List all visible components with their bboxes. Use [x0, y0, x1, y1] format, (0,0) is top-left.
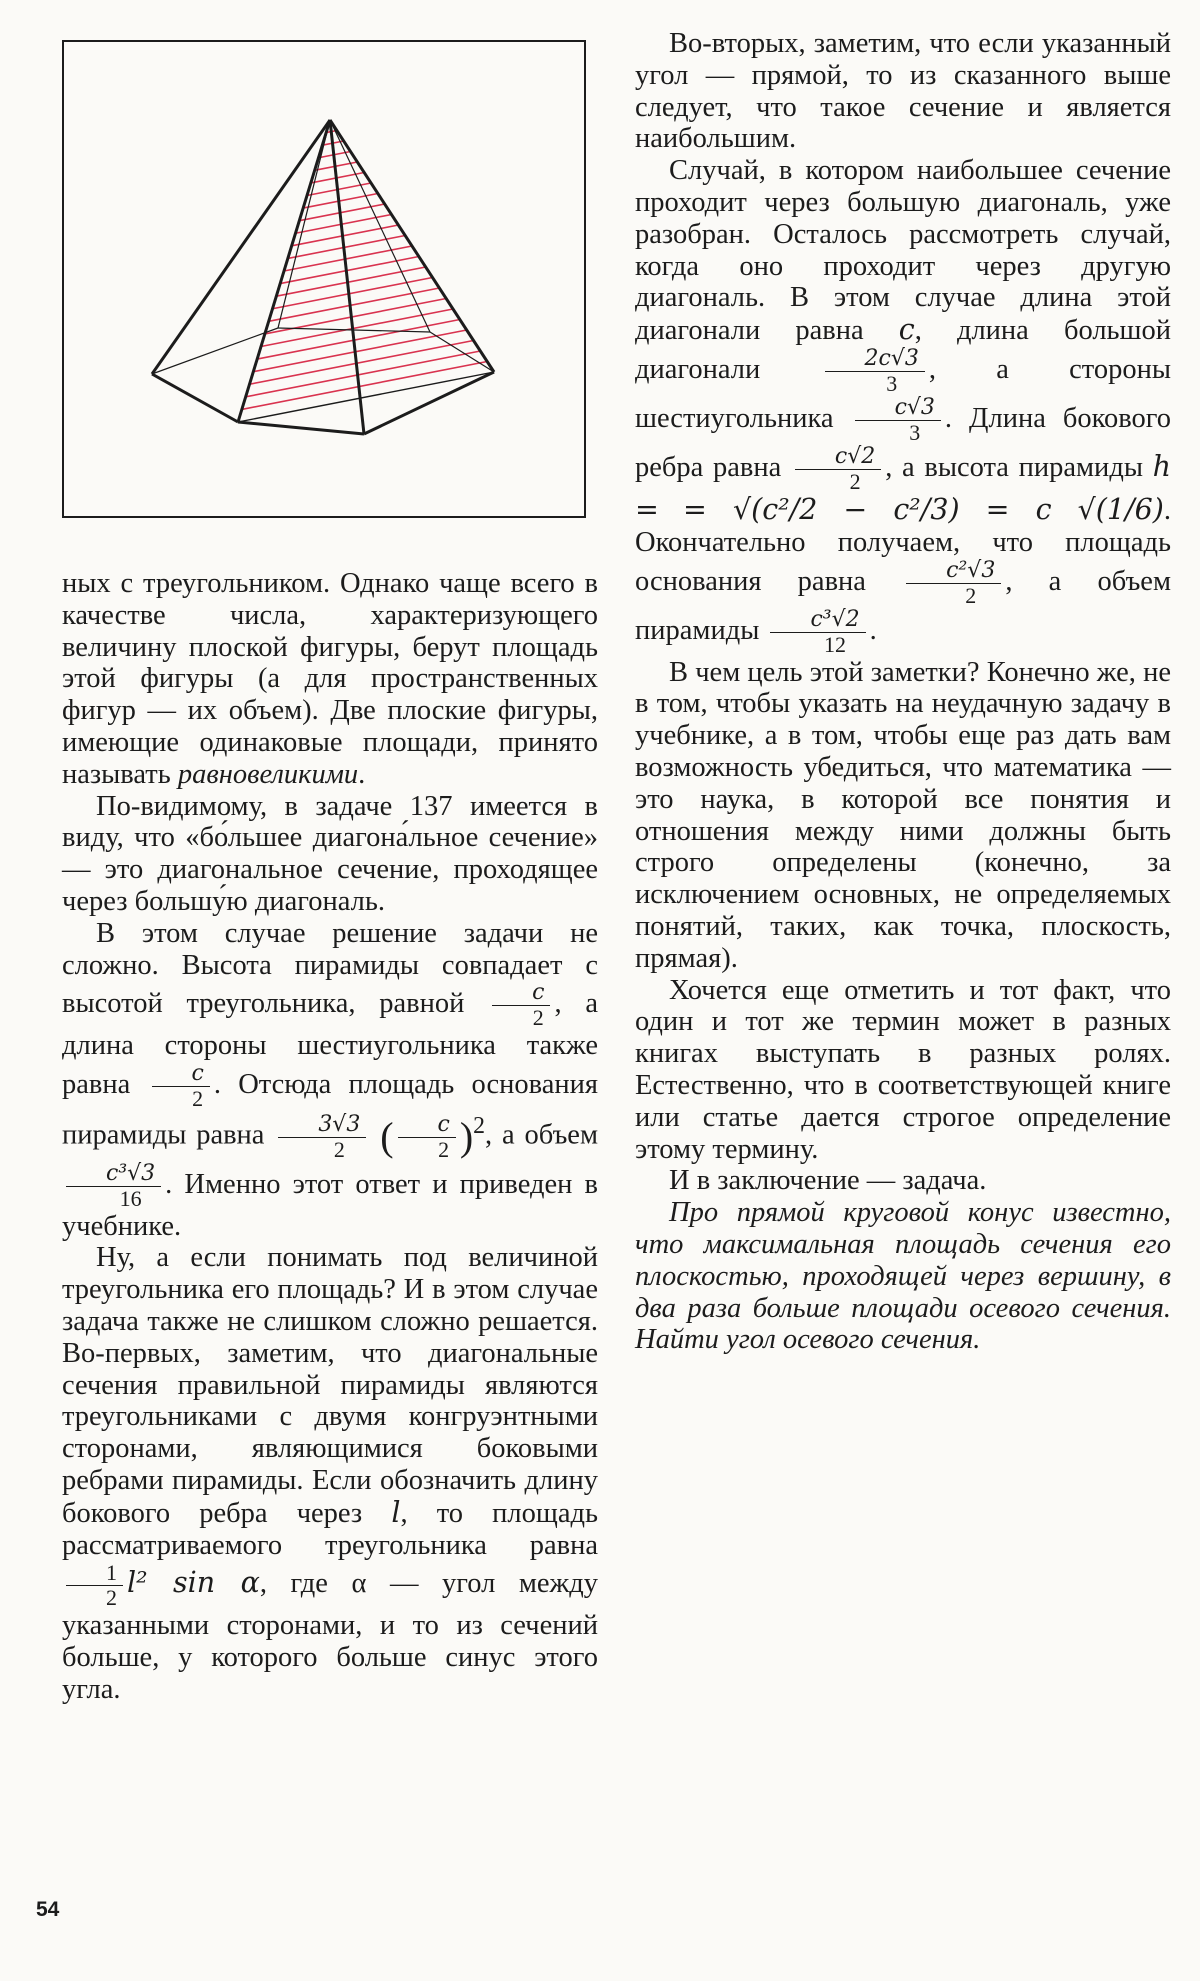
base-edge: [238, 422, 364, 434]
fraction-c-over-2-paren: $\frac{c}{2}$: [398, 1113, 456, 1162]
section-hatch-line: [276, 267, 425, 296]
section-hatch-line: [280, 257, 419, 284]
right-column: [635, 28, 1171, 1356]
section-hatch-line: [250, 341, 474, 385]
fraction-lateral-edge: $\frac{c√2}{2}$: [795, 445, 881, 494]
paragraph-other-diagonal: Случай, в котором наибольшее сечение проходит через большую диагональ, уже разобран. Осталось рассмотреть случай, когда оно проходит через другую диагональ. В этом случае длина этой диагонали равна c, длина большой диагонали $\frac{2c√3}{3}$ , а стороны шестиугольника $\frac{c√3}{3}$ . Длина бокового ребра равна $\frac{c√2}{2}$ , а высота пирамиды h = = √(c²/2 − c²/3) = c √(1/6). Окончательно получаем, что площадь основания равна $\frac{\text{c²√3}}{2}$ , а объем пирамиды $\frac{\text{c³√2}}{12}$ .: [635, 155, 1172, 657]
fraction-c-over-2-b: $\frac{c}{2}$: [152, 1062, 210, 1111]
fraction-one-half: $\frac{1}{2}$: [66, 1561, 123, 1610]
fraction-pyramid-volume: $\frac{\text{c³√2}}{12}$: [770, 608, 865, 657]
paragraph-purpose: В чем цель этой заметки? Конечно же, не в том, чтобы указать на неудачную задачу в учебнике, а в том, чтобы еще раз дать вам возможность убедиться, что математика — это наука, в которой все понятия и отношения между ними должны быть строго определены (конечно, за исключением основных, не определяемых понятий, таких, как точка, плоскость, прямая).: [635, 656, 1171, 974]
fraction-volume-16: $\frac{\text{c³√3}}{16}$: [66, 1162, 161, 1211]
lateral-edge: [152, 120, 330, 374]
section-hatch-line: [292, 225, 399, 246]
hexagonal-pyramid-drawing: [64, 42, 583, 515]
section-hatch-line: [288, 236, 405, 259]
paragraph-triangle-area: Ну, а если понимать под величиной треугольника его площадь? И в этом случае задача также не слишком сложно решается. Во-первых, заметим, что диагональные сечения правильной пирамиды являются треугольниками с двумя конгруэнтными сторонами, являющимися боковыми ребрами пирамиды. Если обозначить длину бокового ребра через l, то площадь рассматриваемого треугольника равна $\frac{1}{2}$ l² sin α, где α — угол между указанными сторонами, и то из сечений больше, у которого больше синус этого угла.: [62, 1242, 598, 1705]
section-hatch-line: [246, 351, 481, 397]
fraction-hexagon-side: $\frac{c√3}{3}$: [855, 396, 941, 445]
paragraph-problem-137: По-видимому, в задаче 137 имеется в виду, что «бо́льшее диагона́льное сечение» — это диагональное сечение, проходящее через большу́ю диагональ.: [62, 790, 598, 917]
term-equal-area: равновеликими: [177, 758, 359, 790]
paragraph-volume-solution: В этом случае решение задачи не сложно. Высота пирамиды совпадает с высотой треугольника, равной $\frac{c}{2}$ , а длина стороны шестиугольника также равна $\frac{c}{2}$ . Отсюда площадь основания пирамиды равна $\frac{3√3}{2}$ ( $\frac{c}{2}$ )$^2$, а объем $\frac{\text{c³√3}}{16}$ . Именно этот ответ и приведен в учебнике.: [62, 917, 598, 1242]
pyramid-figure: [62, 40, 586, 518]
base-edge: [152, 374, 238, 422]
paragraph-term-roles: Хочется еще отметить и тот факт, что один и тот же термин может в разных книгах выступать в разных ролях. Естественно, что в соответствующей книге или статье дается строгое определение этому термину.: [635, 974, 1171, 1165]
section-hatch-line: [284, 246, 412, 271]
left-column: [62, 568, 598, 1706]
fraction-base-area: $\frac{\text{c²√3}}{2}$: [906, 559, 1001, 608]
paragraph-conclusion: И в заключение — задача.: [669, 1165, 987, 1197]
section-hatch-line: [257, 320, 460, 360]
fraction-c-over-2: $\frac{c}{2}$: [492, 981, 550, 1030]
paragraph-equal-area: ных с треугольником. Однако чаще всего в качестве числа, характеризующего величину плоской фигуры, берут площадь этой фигуры (а для пространственных фигур — их объем). Две плоские фигуры, имеющие одинаковые площади, принято называть равновеликими.: [62, 568, 598, 790]
height-formula: = √(c²/2 − c²/3) = c √(1/6): [683, 492, 1164, 526]
paragraph-cone-problem: Про прямой круговой конус известно, что максимальная площадь сечения его плоскостью, проходящей через вершину, в два раза больше площади осевого сечения. Найти угол осевого сечения.: [635, 1197, 1171, 1356]
height-symbol: h =: [635, 450, 1171, 526]
section-hatch-line: [273, 278, 433, 309]
hidden-edge: [278, 120, 330, 328]
fraction-3-root3-over-2: $\frac{3√3}{2}$: [278, 1113, 366, 1162]
paragraph-right-angle: Во-вторых, заметим, что если указанный угол — прямой, то из сказанного выше следует, что такое сечение и является наибольшим.: [635, 28, 1171, 155]
section-hatch-line: [242, 362, 487, 410]
fraction-long-diagonal: $\frac{2c√3}{3}$: [825, 347, 925, 396]
section-hatch-line: [296, 215, 392, 234]
page-number: 54: [36, 1898, 60, 1921]
section-hatch-line: [253, 330, 466, 372]
